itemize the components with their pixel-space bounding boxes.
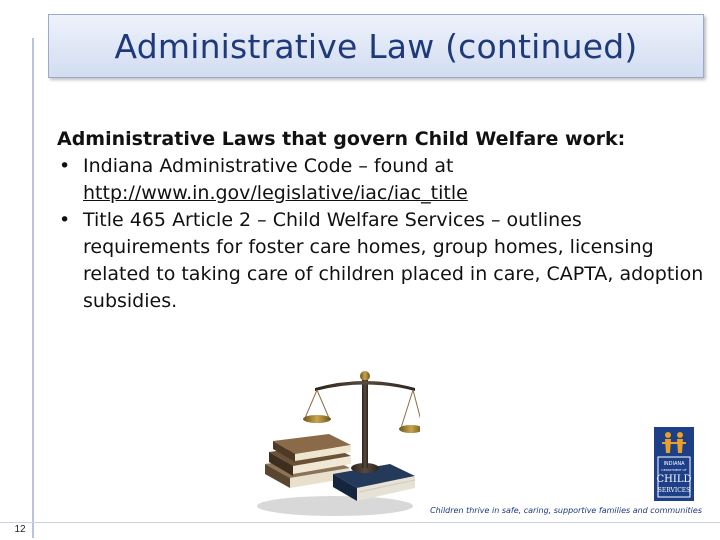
slide-number: 12 [14, 524, 26, 535]
left-accent-line [32, 38, 34, 538]
indiana-department-of-child-services-logo [654, 427, 694, 501]
bullet-marker: • [59, 155, 71, 177]
logo-text-line-4: SERVICES [657, 487, 691, 494]
slide-title: Administrative Law (continued) [114, 26, 638, 66]
bullet-item-1 [57, 153, 707, 207]
logo-text-line-2: DEPARTMENT OF [661, 468, 687, 472]
footer-tagline: Children thrive in safe, caring, supportive families and communities [430, 506, 702, 515]
slide-body [57, 126, 707, 315]
scales-of-justice-with-law-books-icon [255, 356, 420, 521]
bullet-marker: • [59, 209, 71, 231]
content-heading: Administrative Laws that govern Child Welfare work: [57, 128, 626, 150]
dcs-logo-icon [654, 427, 694, 501]
bullet-item-2 [57, 207, 707, 315]
bullet-text-2: Title 465 Article 2 – Child Welfare Services – outlines requirements for foster care homes, group homes, licensing related to taking care of children placed in care, CAPTA, adoption subsidies. [83, 209, 704, 312]
title-banner [48, 14, 704, 78]
logo-text-line-1: INDIANA [663, 461, 685, 467]
logo-text-line-3: CHILD [656, 474, 692, 485]
bullet-text-1: Indiana Administrative Code – found at [83, 155, 454, 177]
iac-link[interactable]: http://www.in.gov/legislative/iac/iac_title [83, 182, 468, 204]
footer-divider [0, 522, 720, 523]
